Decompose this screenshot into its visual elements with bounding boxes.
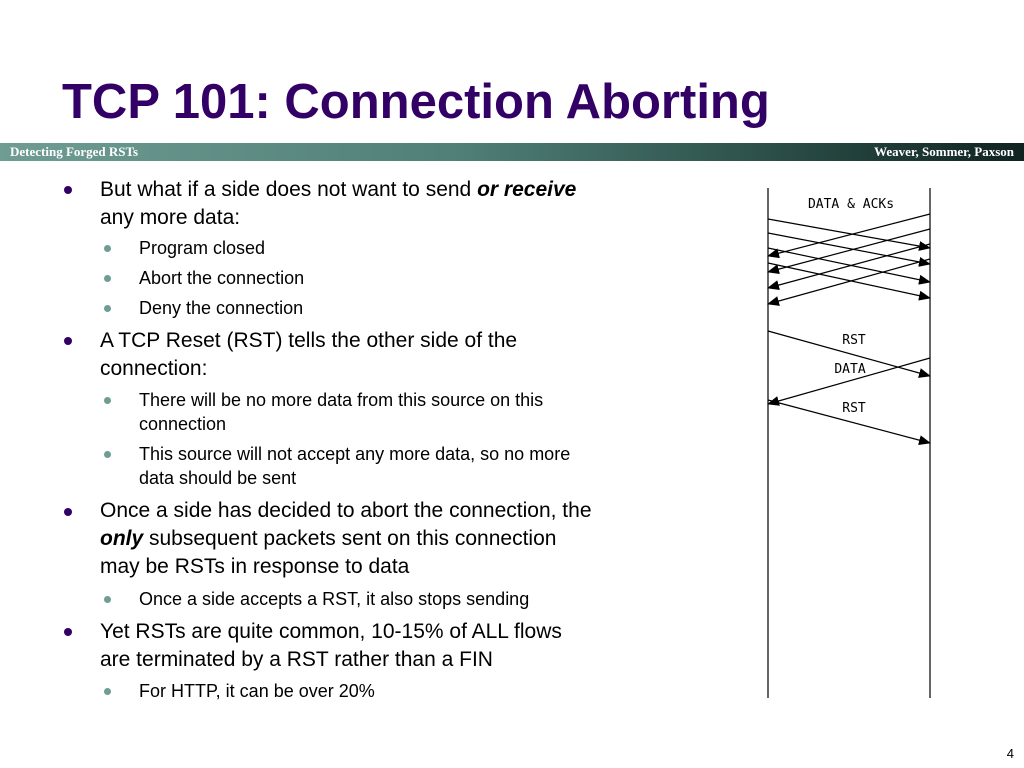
sub-bullet-program-closed: Program closed — [139, 238, 266, 258]
page-number: 4 — [1006, 746, 1014, 761]
bullet-3-text: subsequent packets sent on this connection — [143, 527, 557, 550]
sub-bullet-no-more-data-2: connection — [139, 414, 227, 434]
arrow-data-right — [768, 233, 930, 264]
sub-bullet-not-accept-1: This source will not accept any more data, so no more — [139, 444, 571, 464]
bullet-2-line-1: A TCP Reset (RST) tells the other side of the — [100, 329, 518, 352]
sub-bullet-deny: Deny the connection — [139, 298, 304, 318]
banner-right-text: Weaver, Sommer, Paxson — [874, 144, 1014, 159]
label-rst-1: RST — [842, 333, 866, 348]
sub-bullet-http: For HTTP, it can be over 20% — [139, 681, 375, 701]
sub-bullet-stops-sending: Once a side accepts a RST, it also stops sending — [139, 589, 530, 609]
bullet-4-line-2: are terminated by a RST rather than a FIN — [100, 648, 493, 671]
sub-bullet-abort: Abort the connection — [139, 268, 305, 288]
label-data: DATA — [834, 362, 866, 377]
sub-bullet-no-more-data-1: There will be no more data from this source on this — [139, 390, 544, 410]
arrow-data-right — [768, 263, 930, 298]
bullet-4-line-1: Yet RSTs are quite common, 10-15% of ALL flows — [100, 620, 562, 643]
label-data-acks: DATA & ACKs — [807, 197, 895, 212]
slide-title: TCP 101: Connection Aborting — [62, 75, 770, 129]
bullet-3-line-1: Once a side has decided to abort the connection, the — [100, 499, 592, 522]
bullet-3-line-3: may be RSTs in response to data — [100, 555, 410, 578]
banner-left-text: Detecting Forged RSTs — [10, 144, 139, 159]
bullet-3-emphasis: only — [100, 527, 144, 550]
bullet-1-emphasis: or receive — [477, 178, 577, 201]
label-rst-2: RST — [842, 401, 866, 416]
sub-bullet-not-accept-2: data should be sent — [139, 468, 297, 488]
bullet-1-line-2: any more data: — [100, 206, 241, 229]
bullet-2-line-2: connection: — [100, 357, 208, 380]
bullet-1-text: But what if a side does not want to send — [100, 178, 478, 201]
arrow-data-right — [768, 219, 930, 248]
